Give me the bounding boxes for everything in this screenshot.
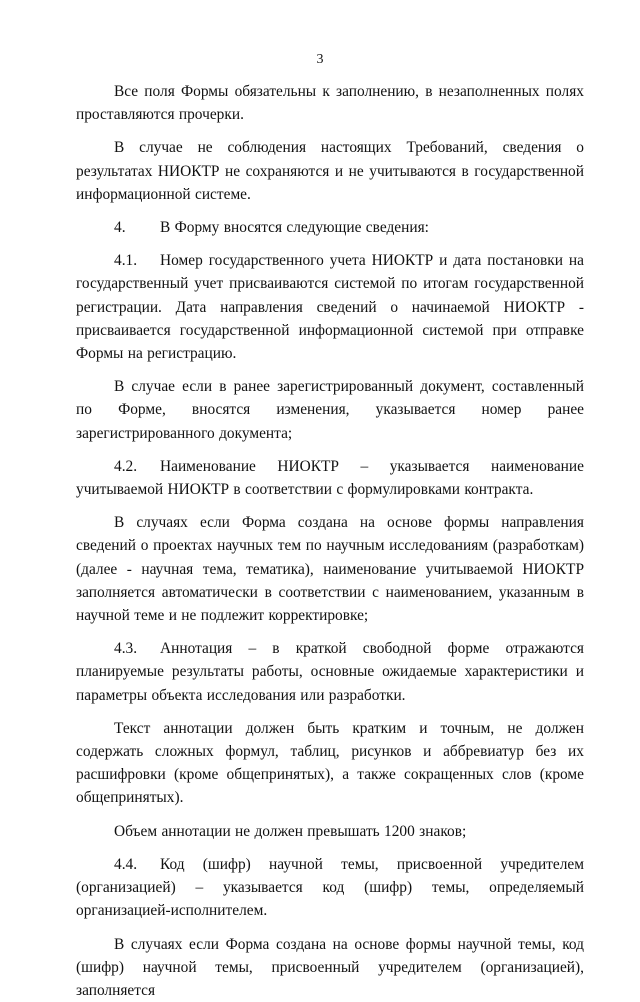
paragraph-section-4-2: 4.2. Наименование НИОКТР – указывается наименование учитываемой НИОКТР в соответствии с формулировками контракта. bbox=[76, 455, 584, 501]
paragraph-section-4-3: 4.3. Аннотация – в краткой свободной форме отражаются планируемые результаты работы, основные ожидаемые характеристики и параметры объекта исследования или разработки. bbox=[76, 637, 584, 707]
paragraph-annotation-length: Объем аннотации не должен превышать 1200 знаков; bbox=[76, 820, 584, 843]
section-number: 4.4. bbox=[114, 853, 160, 876]
paragraph-changes-registered: В случае если в ранее зарегистрированный документ, составленный по Форме, вносятся изменения, указывается номер ранее зарегистрированного документа; bbox=[76, 375, 584, 445]
paragraph-scientific-topic: В случаях если Форма создана на основе формы направления сведений о проектах научных тем по научным исследованиям (разработкам) (далее - научная тема, тематика), наименование учитываемой НИОКТР заполняется автоматически в соответствии с наименованием, указанным в научной теме и не подлежит корректировке; bbox=[76, 511, 584, 627]
page-number: 3 bbox=[0, 52, 640, 68]
section-number: 4.3. bbox=[114, 637, 160, 660]
paragraph-topic-code: В случаях если Форма создана на основе формы научной темы, код (шифр) научной темы, присвоенный учредителем (организацией), заполняется bbox=[76, 933, 584, 1002]
section-number: 4.2. bbox=[114, 455, 160, 478]
section-number: 4.1. bbox=[114, 249, 160, 272]
paragraph-section-4: 4. В Форму вносятся следующие сведения: bbox=[76, 216, 584, 239]
section-number: 4. bbox=[114, 216, 160, 239]
paragraph-section-4-1: 4.1. Номер государственного учета НИОКТР и дата постановки на государственный учет присваиваются системой по итогам государственной регистрации. Дата направления сведений о начинаемой НИОКТР - присваивается государственной информационной системой при отправке Формы на регистрацию. bbox=[76, 249, 584, 365]
paragraph-annotation-text: Текст аннотации должен быть кратким и точным, не должен содержать сложных формул, таблиц, рисунков и аббревиатур без их расшифровки (кроме общепринятых), а также сокращенных слов (кроме общепринятых). bbox=[76, 717, 584, 810]
document-body bbox=[76, 80, 584, 1002]
paragraph-section-4-4: 4.4. Код (шифр) научной темы, присвоенной учредителем (организацией) – указывается код (шифр) темы, определяемый организацией-исполнителем. bbox=[76, 853, 584, 923]
paragraph-noncompliance: В случае не соблюдения настоящих Требований, сведения о результатах НИОКТР не сохраняются и не учитываются в государственной информационной системе. bbox=[76, 136, 584, 206]
paragraph-fields-required: Все поля Формы обязательны к заполнению, в незаполненных полях проставляются прочерки. bbox=[76, 80, 584, 126]
